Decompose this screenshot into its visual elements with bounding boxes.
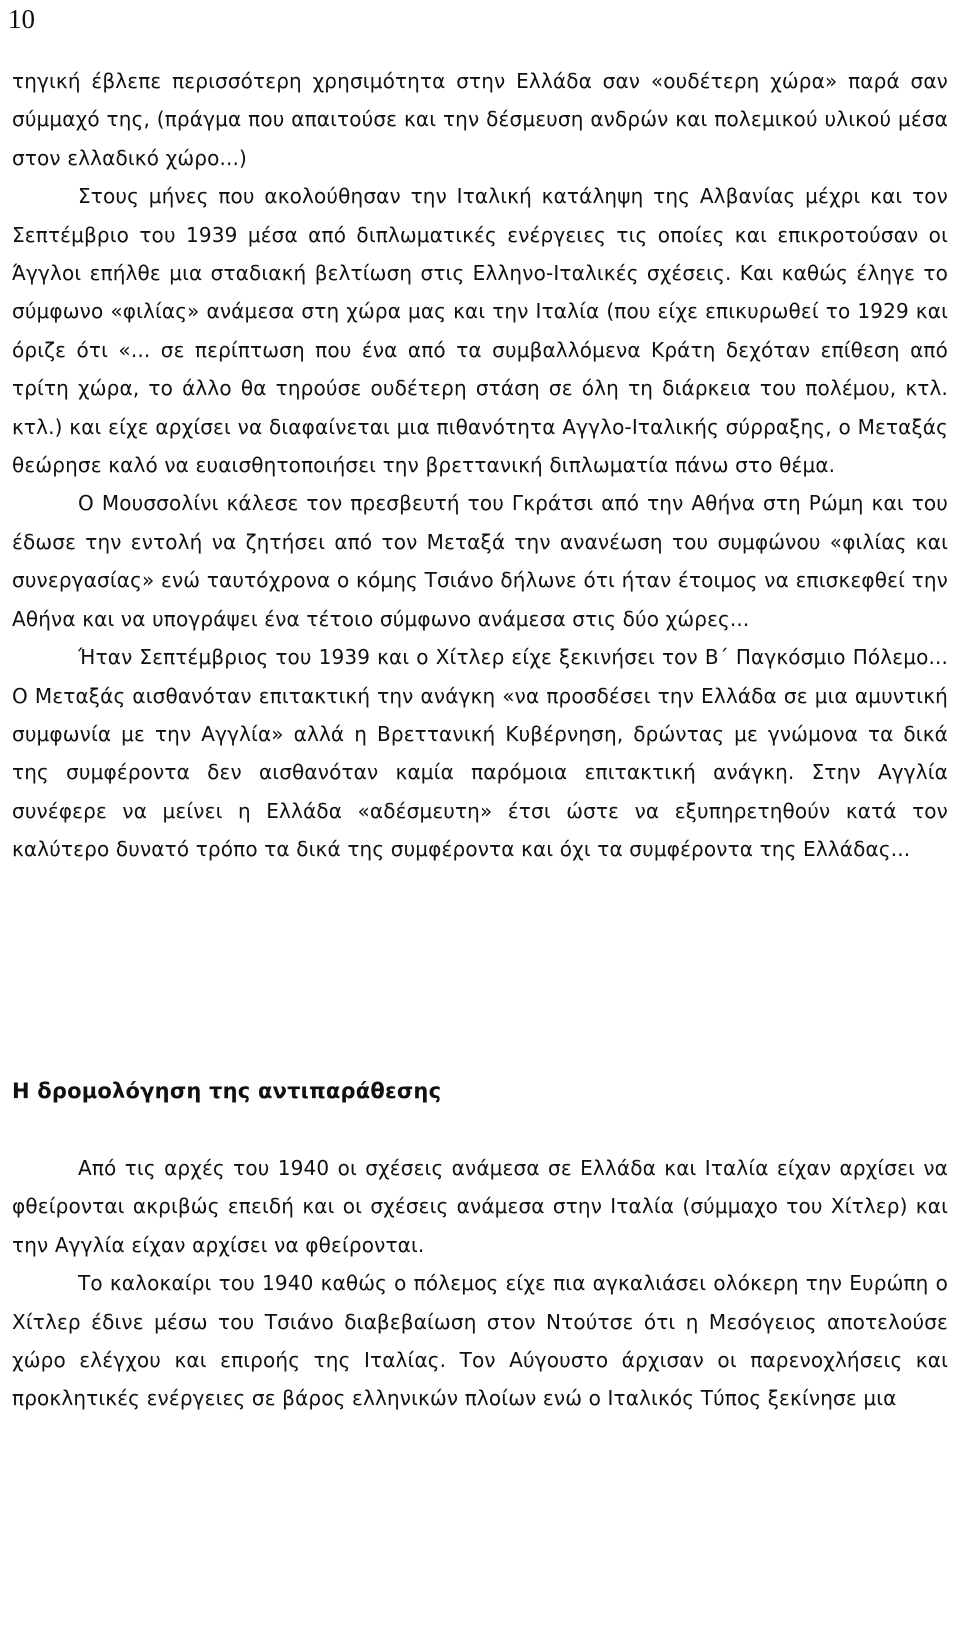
paragraph-summer-1940: Το καλοκαίρι του 1940 καθώς ο πόλεμος είχε πια αγκαλιάσει ολόκερη την Ευρώπη ο Χίτλερ έδινε μέσω του Τσιάνο διαβεβαίωση στον Ντούτσε ότι η Μεσόγειος αποτελούσε χώρο ελέγχου και επιροής της Ιταλίας. Τον Αύγουστο άρχισαν οι παρενοχλήσεις και προκλητικές ενέργειες σε βάρος ελληνικών πλοίων ενώ ο Ιταλικός Τύπος ξεκίνησε μια	[12, 1271, 948, 1411]
body-text-top	[12, 62, 948, 869]
page-number: 10	[8, 4, 35, 34]
body-text-bottom	[12, 1149, 948, 1418]
paragraph-mussolini-grazzi: Ο Μουσσολίνι κάλεσε τον πρεσβευτή του Γκράτσι από την Αθήνα στη Ρώμη και του έδωσε την εντολή να ζητήσει από τον Μεταξά την ανανέωση του συμφώνου «φιλίας και συνεργασίας» ενώ ταυτόχρονα ο κόμης Τσιάνο δήλωνε ότι ήταν έτοιμος να επισκεφθεί την Αθήνα και να υπογράψει ένα τέτοιο σύμφωνο ανάμεσα στις δύο χώρες...	[12, 491, 948, 631]
paragraph-albania-relations: Στους μήνες που ακολούθησαν την Ιταλική κατάληψη της Αλβανίας μέχρι και τον Σεπτέμβριο του 1939 μέσα από διπλωματικές ενέργειες τις οποίες και επικροτούσαν οι Άγγλοι επήλθε μια σταδιακή βελτίωση στις Ελληνο-Ιταλικές σχέσεις. Και καθώς έληγε το σύμφωνο «φιλίας» ανάμεσα στη χώρα μας και την Ιταλία (που είχε επικυρωθεί το 1929 και όριζε ότι «... σε περίπτωση που ένα από τα συμβαλλόμενα Κράτη δεχόταν επίθεση από τρίτη χώρα, το άλλο θα τηρούσε ουδέτερη στάση σε όλη τη διάρκεια του πολέμου, κτλ. κτλ.) και είχε αρχίσει να διαφαίνεται μια πιθανότητα Αγγλο-Ιταλικής σύρραξης, ο Μεταξάς θεώρησε καλό να ευαισθητοποιήσει την βρεττανική διπλωματία πάνω στο θέμα.	[12, 184, 948, 478]
paragraph-early-1940: Από τις αρχές του 1940 οι σχέσεις ανάμεσα σε Ελλάδα και Ιταλία είχαν αρχίσει να φθείρονται ακριβώς επειδή και οι σχέσεις ανάμεσα στην Ιταλία (σύμμαχο του Χίτλερ) και την Αγγλία είχαν αρχίσει να φθείρονται.	[12, 1156, 948, 1257]
paragraph-continuation: τηγική έβλεπε περισσότερη χρησιμότητα στην Ελλάδα σαν «ουδέτερη χώρα» παρά σαν σύμμαχό της, (πράγμα που απαιτούσε και την δέσμευση ανδρών και πολεμικού υλικού μέσα στον ελλαδικό χώρο...)	[12, 69, 948, 170]
paragraph-september-1939: Ήταν Σεπτέμβριος του 1939 και ο Χίτλερ είχε ξεκινήσει τον Β΄ Παγκόσμιο Πόλεμο... Ο Μεταξάς αισθανόταν επιτακτική την ανάγκη «να προσδέσει την Ελλάδα σε μια αμυντική συμφωνία με την Αγγλία» αλλά η Βρεττανική Κυβέρνηση, δρώντας με γνώμονα τα δικά της συμφέροντα δεν αισθανόταν καμία παρόμοια επιτακτική ανάγκη. Στην Αγγλία συνέφερε να μείνει η Ελλάδα «αδέσμευτη» έτσι ώστε να εξυπηρετηθούν κατά τον καλύτερο δυνατό τρόπο τα δικά της συμφέροντα και όχι τα συμφέροντα της Ελλάδας...	[12, 645, 948, 862]
section-heading: Η δρομολόγηση της αντιπαράθεσης	[12, 1079, 442, 1103]
